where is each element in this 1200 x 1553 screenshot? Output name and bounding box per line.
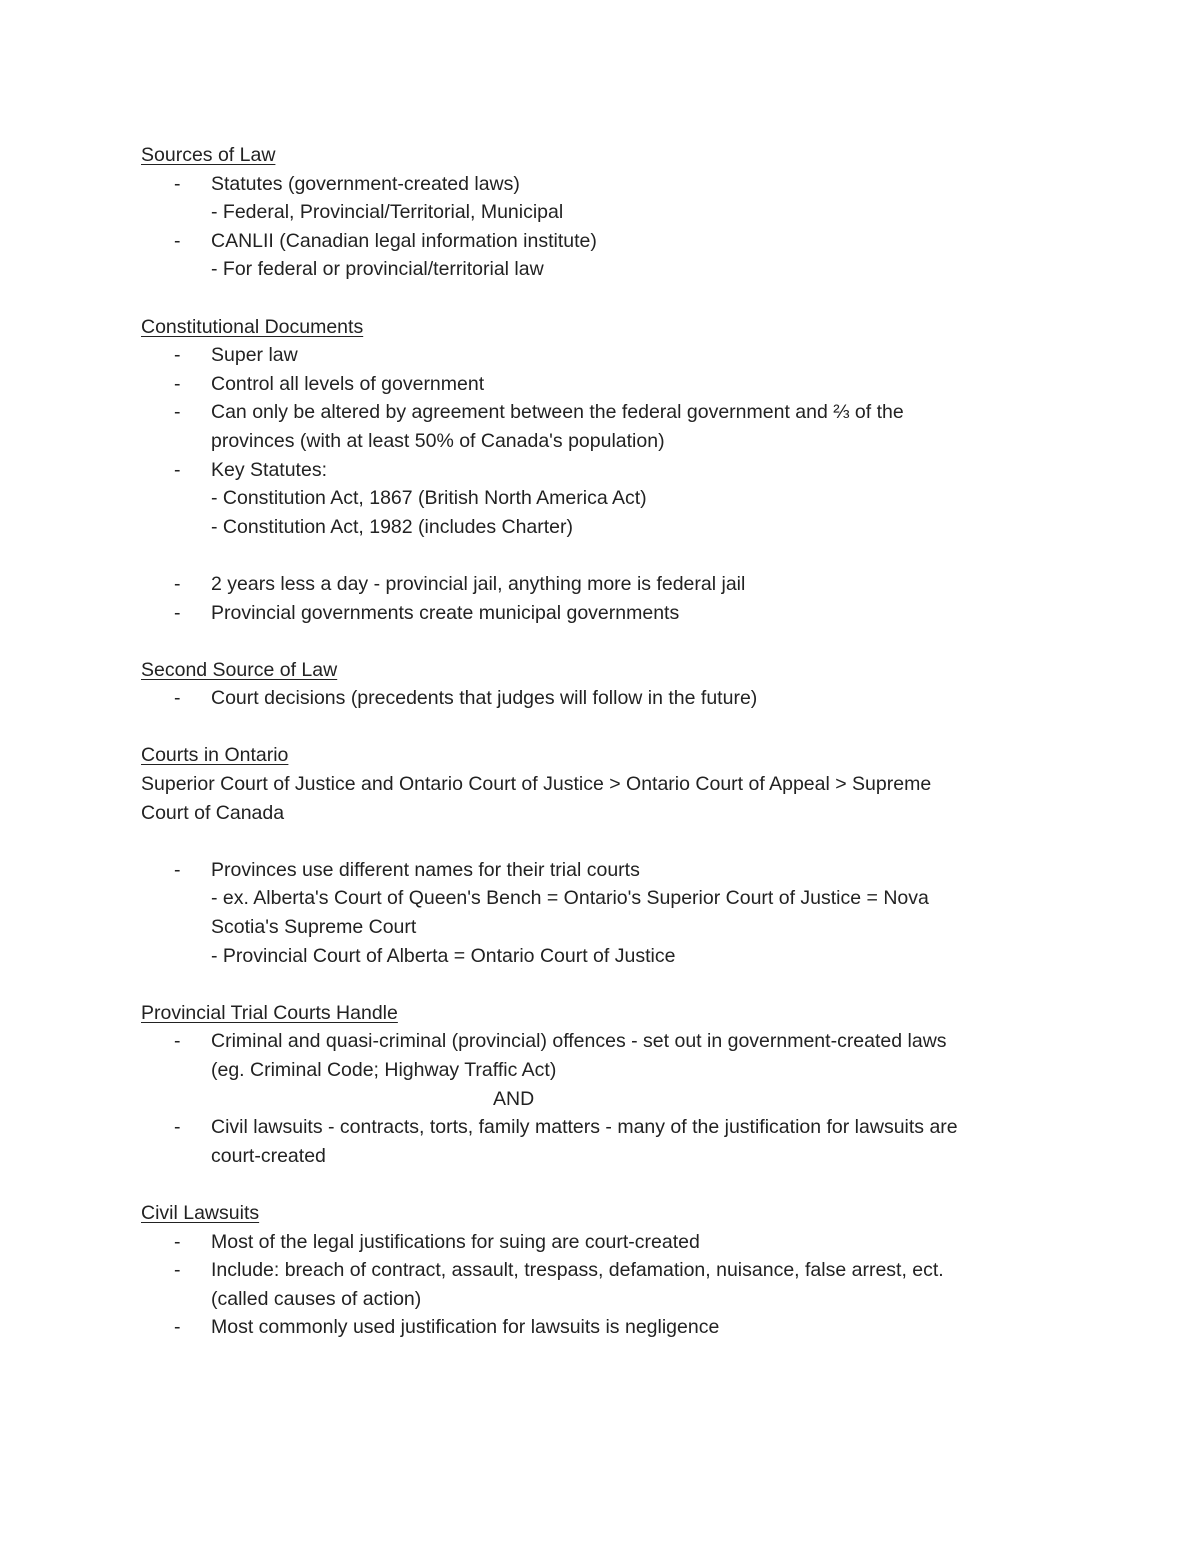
paragraph-line: Superior Court of Justice and Ontario Court of Justice > Ontario Court of Appeal > Supreme <box>141 773 932 796</box>
section-heading: Civil Lawsuits <box>141 1201 260 1224</box>
bullet-item <box>141 398 1061 427</box>
bullet-item <box>141 341 1061 370</box>
blank-line <box>141 1170 1061 1199</box>
bullet-item <box>141 1313 1061 1342</box>
bullet-item <box>141 370 1061 399</box>
bullet-item <box>141 227 1061 256</box>
bullet-dash: - <box>174 344 181 367</box>
bullet-dash: - <box>174 858 181 881</box>
blank-line <box>141 713 1061 742</box>
bullet-text: Criminal and quasi-criminal (provincial) offences - set out in government-created laws <box>211 1030 947 1053</box>
blank-line <box>141 970 1061 999</box>
bullet-text: Statutes (government-created laws) <box>211 172 520 195</box>
bullet-dash: - <box>174 1316 181 1339</box>
blank-line <box>141 541 1061 570</box>
bullet-text: 2 years less a day - provincial jail, anything more is federal jail <box>211 572 746 595</box>
bullet-dash: - <box>174 687 181 710</box>
bullet-item <box>141 1256 1061 1285</box>
bullet-item <box>141 170 1061 199</box>
bullet-dash: - <box>174 1230 181 1253</box>
bullet-text: Provincial governments create municipal governments <box>211 601 680 624</box>
bullet-dash: - <box>174 172 181 195</box>
sub-item: (eg. Criminal Code; Highway Traffic Act) <box>211 1059 557 1081</box>
bullet-text: Key Statutes: <box>211 458 327 481</box>
sub-item: - For federal or provincial/territorial law <box>211 258 544 281</box>
bullet-text: Court decisions (precedents that judges will follow in the future) <box>211 687 758 710</box>
bullet-item <box>141 1113 1061 1142</box>
sub-item: - Federal, Provincial/Territorial, Municipal <box>211 201 564 224</box>
bullet-dash: - <box>174 401 181 424</box>
bullet-text: CANLII (Canadian legal information institute) <box>211 229 597 252</box>
bullet-dash: - <box>174 229 181 252</box>
bullet-dash: - <box>174 601 181 624</box>
sub-item: - Constitution Act, 1867 (British North America Act) <box>211 487 647 510</box>
bullet-item <box>141 599 1061 628</box>
bullet-text: Provinces use different names for their trial courts <box>211 858 640 881</box>
sub-item: (called causes of action) <box>211 1287 422 1310</box>
connector-text: AND <box>493 1087 535 1110</box>
paragraph-line: Court of Canada <box>141 801 285 824</box>
sub-item: provinces (with at least 50% of Canada's population) <box>211 429 665 452</box>
bullet-item <box>141 1228 1061 1257</box>
bullet-text: Most commonly used justification for lawsuits is negligence <box>211 1316 720 1339</box>
bullet-text: Most of the legal justifications for suing are court-created <box>211 1230 700 1253</box>
sub-item: - Constitution Act, 1982 (includes Charter) <box>211 515 574 538</box>
bullet-text: Super law <box>211 344 298 367</box>
section-heading: Constitutional Documents <box>141 315 364 338</box>
section-heading: Courts in Ontario <box>141 744 289 767</box>
section-heading: Sources of Law <box>141 144 276 166</box>
bullet-text: Can only be altered by agreement between the federal government and ⅔ of the <box>211 401 904 424</box>
blank-line <box>141 627 1061 656</box>
section-heading: Provincial Trial Courts Handle <box>141 1001 398 1024</box>
bullet-item <box>141 456 1061 485</box>
bullet-text: Civil lawsuits - contracts, torts, family matters - many of the justification for lawsuits are <box>211 1116 958 1139</box>
sub-item: court-created <box>211 1144 326 1167</box>
bullet-dash: - <box>174 1030 181 1053</box>
sub-item: - ex. Alberta's Court of Queen's Bench = Ontario's Superior Court of Justice = Nova <box>211 887 929 910</box>
bullet-dash: - <box>174 1116 181 1139</box>
blank-line <box>141 284 1061 313</box>
document-body <box>141 141 1061 1342</box>
bullet-item <box>141 856 1061 885</box>
bullet-dash: - <box>174 372 181 395</box>
sub-item: - Provincial Court of Alberta = Ontario Court of Justice <box>211 944 676 967</box>
bullet-item <box>141 570 1061 599</box>
bullet-item <box>141 684 1061 713</box>
bullet-text: Include: breach of contract, assault, trespass, defamation, nuisance, false arrest, ect. <box>211 1259 944 1282</box>
bullet-item <box>141 1027 1061 1056</box>
bullet-dash: - <box>174 1259 181 1282</box>
sub-item: Scotia's Supreme Court <box>211 916 417 939</box>
blank-line <box>141 827 1061 856</box>
bullet-dash: - <box>174 572 181 595</box>
bullet-text: Control all levels of government <box>211 372 485 395</box>
bullet-dash: - <box>174 458 181 481</box>
section-heading: Second Source of Law <box>141 658 338 681</box>
